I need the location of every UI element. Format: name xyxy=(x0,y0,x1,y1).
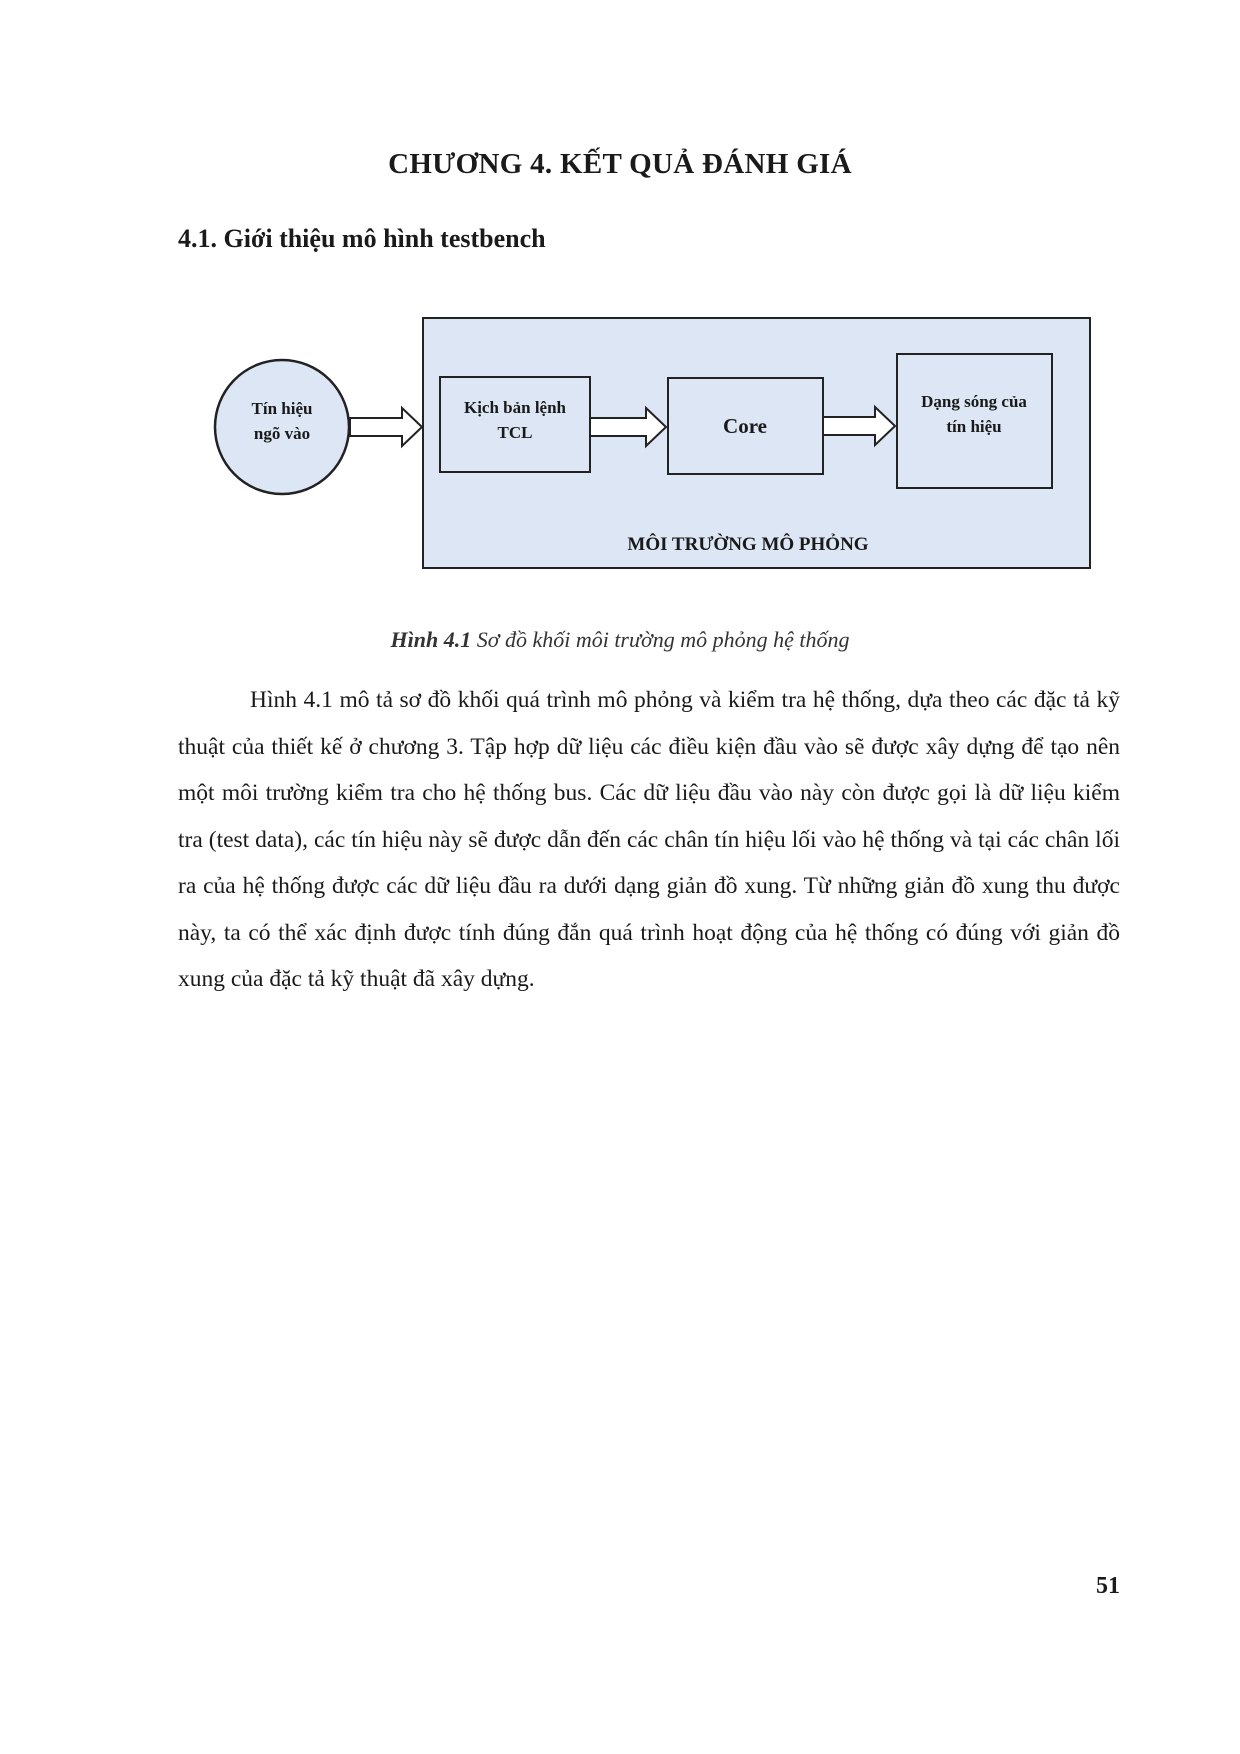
core-label: Core xyxy=(723,414,767,438)
figure-caption-text: Sơ đồ khối môi trường mô phỏng hệ thống xyxy=(476,627,850,652)
input-signal-label-line2: ngõ vào xyxy=(253,424,311,443)
figure-number: Hình 4.1 xyxy=(390,627,472,652)
body-paragraph: Hình 4.1 mô tả sơ đồ khối quá trình mô phỏng và kiểm tra hệ thống, dựa theo các đặc tả kỹ thuật của thiết kế ở chương 3. Tập hợp dữ liệu các điều kiện đầu vào sẽ được xây dựng để tạo nên một môi trường kiểm tra cho hệ thống bus. Các dữ liệu đầu vào này còn được gọi là dữ liệu kiểm tra (test data), các tín hiệu này sẽ được dẫn đến các chân tín hiệu lối vào hệ thống và tại các chân lối ra của hệ thống được các dữ liệu đầu ra dưới dạng giản đồ xung. Từ những giản đồ xung thu được này, ta có thể xác định được tính đúng đắn quá trình hoạt động của hệ thống có đúng với giản đồ xung của đặc tả kỹ thuật đã xây dựng. xyxy=(178,687,1120,992)
waveform-label-line2: tín hiệu xyxy=(946,417,1002,436)
input-signal-label-line1: Tín hiệu xyxy=(251,399,313,418)
section-heading: 4.1. Giới thiệu mô hình testbench xyxy=(178,224,546,253)
simulation-environment-label: MÔI TRƯỜNG MÔ PHỎNG xyxy=(627,534,869,555)
tcl-script-label-line2: TCL xyxy=(497,423,533,442)
block-diagram xyxy=(200,300,1100,580)
chapter-title: CHƯƠNG 4. KẾT QUẢ ĐÁNH GIÁ xyxy=(388,148,852,180)
arrow-input-to-tcl xyxy=(350,408,422,446)
waveform-label-line1: Dạng sóng của xyxy=(921,392,1027,411)
page-number: 51 xyxy=(1096,1573,1120,1599)
tcl-script-label-line1: Kịch bản lệnh xyxy=(463,398,567,417)
figure-caption xyxy=(0,627,1240,653)
